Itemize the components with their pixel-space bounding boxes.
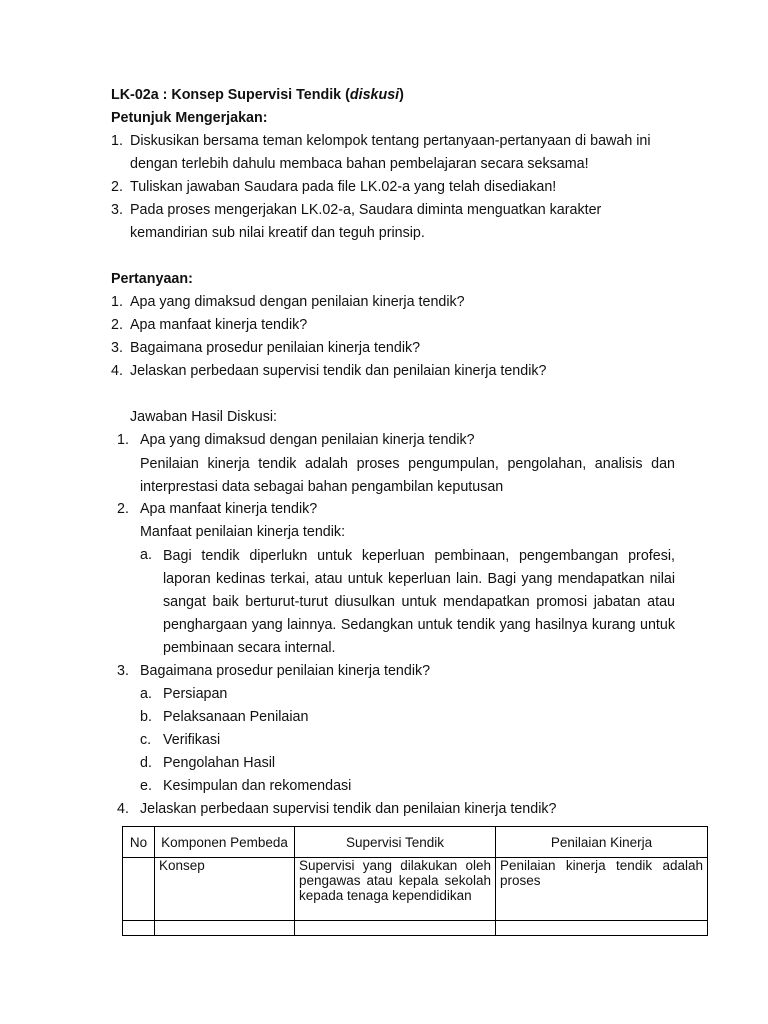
instruction-3-line-2: kemandirian sub nilai kreatif dan teguh prinsip. bbox=[130, 225, 425, 241]
answer-4-num: 4. bbox=[117, 801, 129, 817]
question-1-num: 1. bbox=[111, 294, 123, 310]
answer-4-question: Jelaskan perbedaan supervisi tendik dan penilaian kinerja tendik? bbox=[140, 801, 557, 817]
step-b-letter: b. bbox=[140, 709, 152, 725]
instruction-2-line-1: Tuliskan jawaban Saudara pada file LK.02-a yang telah disediakan! bbox=[130, 179, 557, 195]
step-a-letter: a. bbox=[140, 686, 152, 702]
answer-3-num: 3. bbox=[117, 663, 129, 679]
question-4-num: 4. bbox=[111, 363, 123, 379]
table-row bbox=[123, 858, 708, 921]
questions-heading: Pertanyaan: bbox=[111, 271, 193, 287]
answers-heading: Jawaban Hasil Diskusi: bbox=[130, 409, 277, 425]
answer-2-question: Apa manfaat kinerja tendik? bbox=[140, 501, 318, 517]
title-main: LK-02a : Konsep Supervisi Tendik ( bbox=[111, 87, 350, 103]
answer-2-num: 2. bbox=[117, 501, 129, 517]
document-title bbox=[111, 85, 404, 105]
instruction-3-num: 3. bbox=[111, 202, 123, 218]
cell-no bbox=[123, 921, 155, 936]
instruction-1-num: 1. bbox=[111, 133, 123, 149]
step-e-text: Kesimpulan dan rekomendasi bbox=[163, 778, 352, 794]
step-e-letter: e. bbox=[140, 778, 152, 794]
table-header-row bbox=[123, 827, 708, 858]
cell-supervisi bbox=[295, 921, 496, 936]
table-row bbox=[123, 921, 708, 936]
step-b-text: Pelaksanaan Penilaian bbox=[163, 709, 309, 725]
question-3-num: 3. bbox=[111, 340, 123, 356]
header-no: No bbox=[123, 827, 155, 858]
answer-1-text: Penilaian kinerja tendik adalah proses pengumpulan, pengolahan, analisis dan interprestasi data sebagai bahan pengambilan keputusan bbox=[140, 456, 675, 495]
question-2-text: Apa manfaat kinerja tendik? bbox=[130, 317, 308, 333]
instruction-2-num: 2. bbox=[111, 179, 123, 195]
cell-penilaian bbox=[496, 921, 708, 936]
answer-2-item-letter: a. bbox=[140, 547, 152, 563]
step-a-text: Persiapan bbox=[163, 686, 228, 702]
answer-1-question: Apa yang dimaksud dengan penilaian kinerja tendik? bbox=[140, 432, 475, 448]
cell-komponen bbox=[155, 921, 295, 936]
question-2-num: 2. bbox=[111, 317, 123, 333]
instruction-3-line-1: Pada proses mengerjakan LK.02-a, Saudara diminta menguatkan karakter bbox=[130, 202, 602, 218]
question-3-text: Bagaimana prosedur penilaian kinerja tendik? bbox=[130, 340, 421, 356]
title-end: ) bbox=[399, 87, 404, 103]
cell-komponen: Konsep bbox=[155, 858, 295, 921]
answer-2-item-text: Bagi tendik diperlukn untuk keperluan pembinaan, pengembangan profesi, laporan kedinas terkai, atau untuk keperluan lain. Bagi yang mendapatkan nilai sangat baik berturut-turut diusulkan untuk mendapatkan promosi jabatan atau penghargaan yang lainnya. Sedangkan untuk tendik yang hasilnya kurang untuk pembinaan secara internal. bbox=[163, 548, 675, 656]
step-c-letter: c. bbox=[140, 732, 152, 748]
answer-1-num: 1. bbox=[117, 432, 129, 448]
title-italic: diskusi bbox=[349, 87, 400, 103]
question-4-text: Jelaskan perbedaan supervisi tendik dan penilaian kinerja tendik? bbox=[130, 363, 547, 379]
question-1-text: Apa yang dimaksud dengan penilaian kinerja tendik? bbox=[130, 294, 465, 310]
cell-supervisi: Supervisi yang dilakukan oleh pengawas atau kepala sekolah kepada tenaga kependidikan bbox=[295, 858, 496, 921]
step-d-letter: d. bbox=[140, 755, 152, 771]
header-penilaian: Penilaian Kinerja bbox=[496, 827, 708, 858]
cell-no bbox=[123, 858, 155, 921]
answer-2-intro: Manfaat penilaian kinerja tendik: bbox=[140, 524, 346, 540]
header-supervisi: Supervisi Tendik bbox=[295, 827, 496, 858]
instruction-1-line-2: dengan terlebih dahulu membaca bahan pembelajaran secara seksama! bbox=[130, 156, 589, 172]
header-komponen: Komponen Pembeda bbox=[155, 827, 295, 858]
instruction-1-line-1: Diskusikan bersama teman kelompok tentang pertanyaan-pertanyaan di bawah ini bbox=[130, 133, 651, 149]
instructions-heading: Petunjuk Mengerjakan: bbox=[111, 110, 268, 126]
comparison-table bbox=[122, 826, 708, 936]
step-d-text: Pengolahan Hasil bbox=[163, 755, 276, 771]
step-c-text: Verifikasi bbox=[163, 732, 221, 748]
answer-3-question: Bagaimana prosedur penilaian kinerja tendik? bbox=[140, 663, 431, 679]
cell-penilaian: Penilaian kinerja tendik adalah proses bbox=[496, 858, 708, 921]
